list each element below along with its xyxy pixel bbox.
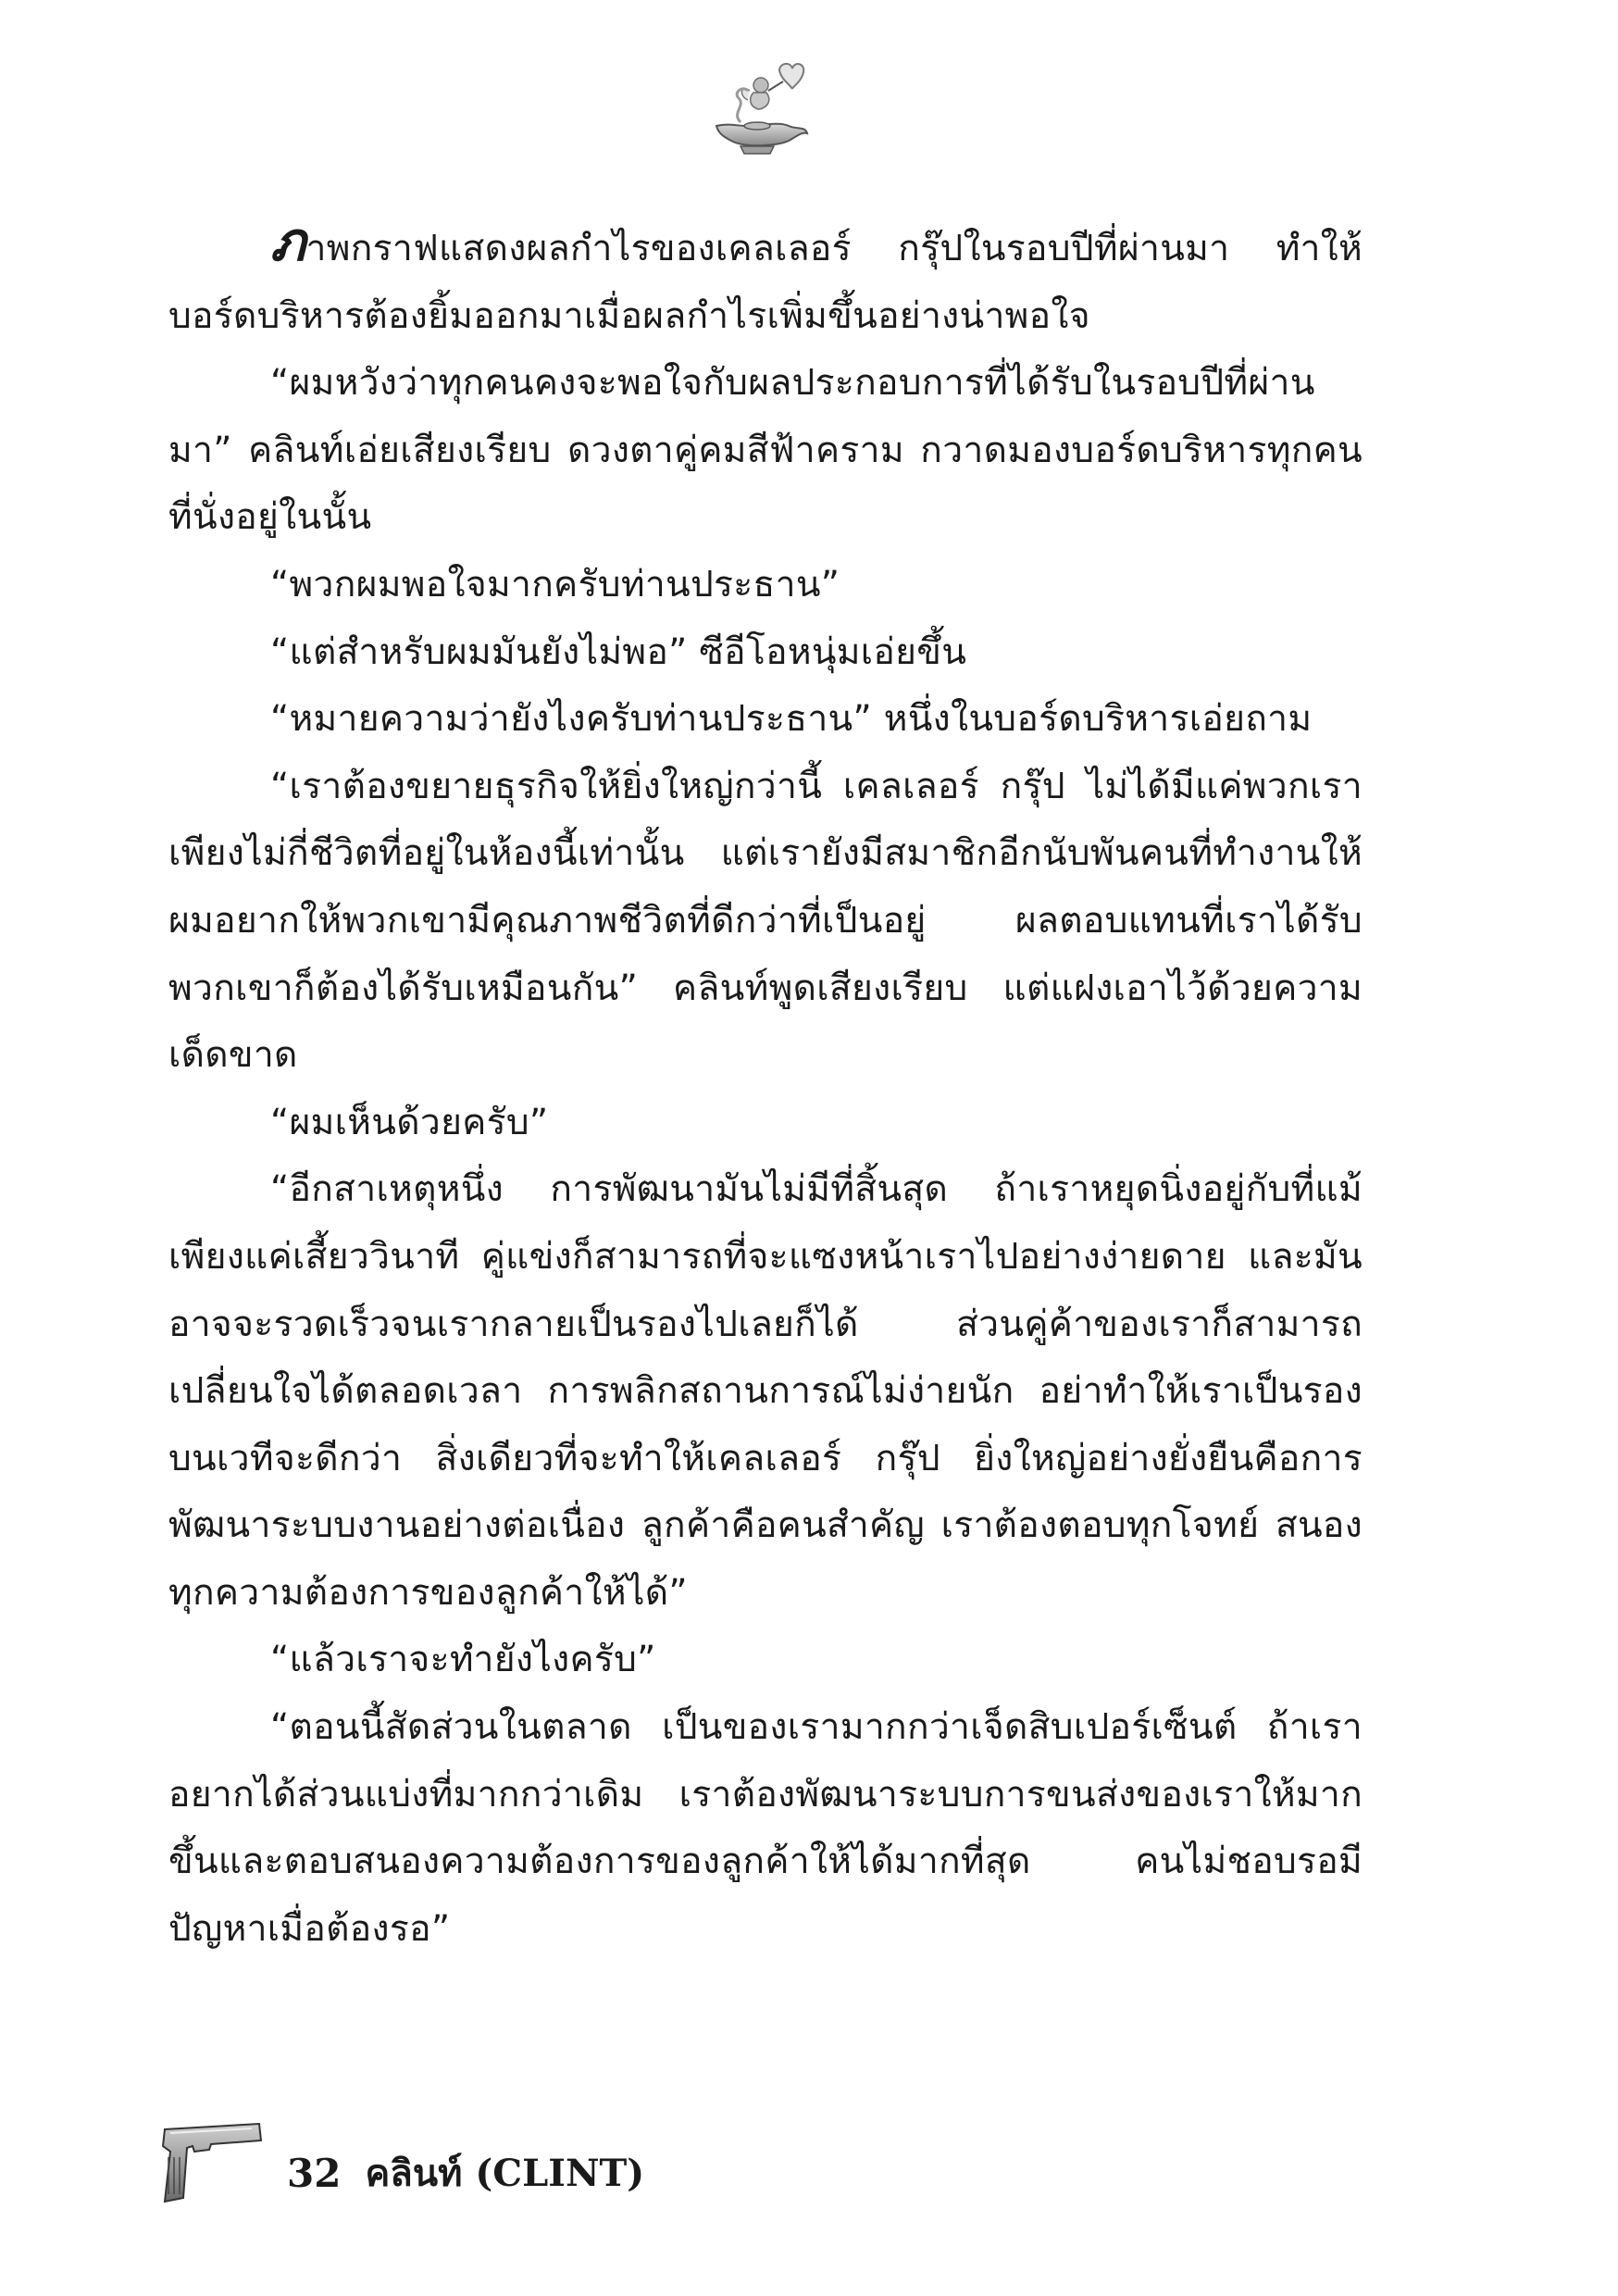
paragraph: “พวกผมพอใจมากครับท่านประธาน” bbox=[270, 563, 840, 605]
paragraph: “อีกสาเหตุหนึ่ง การพัฒนามันไม่มีที่สิ้นสุด ถ้าเราหยุดนิ่งอยู่กับที่แม้เพียงแค่เสี้ยววินาที คู่แข่งก็สามารถที่จะแซงหน้าเราไปอย่างง่ายดาย และมันอาจจะรวดเร็วจนเรากลายเป็นรองไปเลยก็ได้ ส่วนคู่ค้าของเราก็สามารถเปลี่ยนใจได้ตลอดเวลา การพลิกสถานการณ์ไม่ง่ายนัก อย่าทำให้เราเป็นรองบนเวทีจะดีกว่า สิ่งเดียวที่จะทำให้เคลเลอร์ กรุ๊ป ยิ่งใหญ่อย่างยั่งยืนคือการพัฒนาระบบงานอย่างต่อเนื่อง ลูกค้าคือคนสำคัญ เราต้องตอบทุกโจทย์ สนองทุกความต้องการของลูกค้าให้ได้” bbox=[168, 1168, 1363, 1614]
paragraph: “ผมหวังว่าทุกคนคงจะพอใจกับผลประกอบการที่ได้รับในรอบปีที่ผ่านมา” คลินท์เอ่ยเสียงเรียบ ดวงตาคู่คมสีฟ้าคราม กวาดมองบอร์ดบริหารทุกคนที่นั่งอยู่ในนั้น bbox=[168, 362, 1363, 539]
opening-paragraph-text: าพกราฟแสดงผลกำไรของเคลเลอร์ กรุ๊ปในรอบปีที่ผ่านมา ทำให้บอร์ดบริหารต้องยิ้มออกมาเมื่อผลกำไรเพิ่มขึ้นอย่างน่าพอใจ bbox=[168, 228, 1363, 337]
paragraph: “เราต้องขยายธุรกิจให้ยิ่งใหญ่กว่านี้ เคลเลอร์ กรุ๊ป ไม่ได้มีแค่พวกเราเพียงไม่กี่ชีวิตที่อยู่ในห้องนี้เท่านั้น แต่เรายังมีสมาชิกอีกนับพันคนที่ทำงานให้ ผมอยากให้พวกเขามีคุณภาพชีวิตที่ดีกว่าที่เป็นอยู่ ผลตอบแทนที่เราได้รับ พวกเขาก็ต้องได้รับเหมือนกัน” คลินท์พูดเสียงเรียบ แต่แฝงเอาไว้ด้วยความเด็ดขาด bbox=[168, 765, 1363, 1077]
paragraph: “ผมเห็นด้วยครับ” bbox=[270, 1101, 549, 1143]
paragraph: “แล้วเราจะทำยังไงครับ” bbox=[270, 1639, 656, 1681]
paragraph: “หมายความว่ายังไงครับท่านประธาน” หนึ่งในบอร์ดบริหารเอ่ยถาม bbox=[270, 698, 1313, 741]
drop-cap: ภ bbox=[270, 210, 306, 273]
pistol-icon bbox=[156, 2120, 267, 2203]
page-footer bbox=[156, 2120, 644, 2203]
paragraph: “แต่สำหรับผมมันยังไม่พอ” ซีอีโอหนุ่มเอ่ยขึ้น bbox=[270, 630, 967, 673]
book-title: คลินท์ (CLINT) bbox=[365, 2152, 645, 2195]
cupid-genie-lamp-icon bbox=[703, 57, 815, 159]
page-number: 32 bbox=[287, 2150, 342, 2196]
chapter-body bbox=[168, 210, 1363, 1963]
paragraph: “ตอนนี้สัดส่วนในตลาด เป็นของเรามากกว่าเจ็ดสิบเปอร์เซ็นต์ ถ้าเราอยากได้ส่วนแบ่งที่มากกว่าเดิม เราต้องพัฒนาระบบการขนส่งของเราให้มากขึ้นและตอบสนองความต้องการของลูกค้าให้ได้มากที่สุด คนไม่ชอบรอมีปัญหาเมื่อต้องรอ” bbox=[168, 1706, 1363, 1950]
opening-paragraph bbox=[168, 210, 1363, 350]
